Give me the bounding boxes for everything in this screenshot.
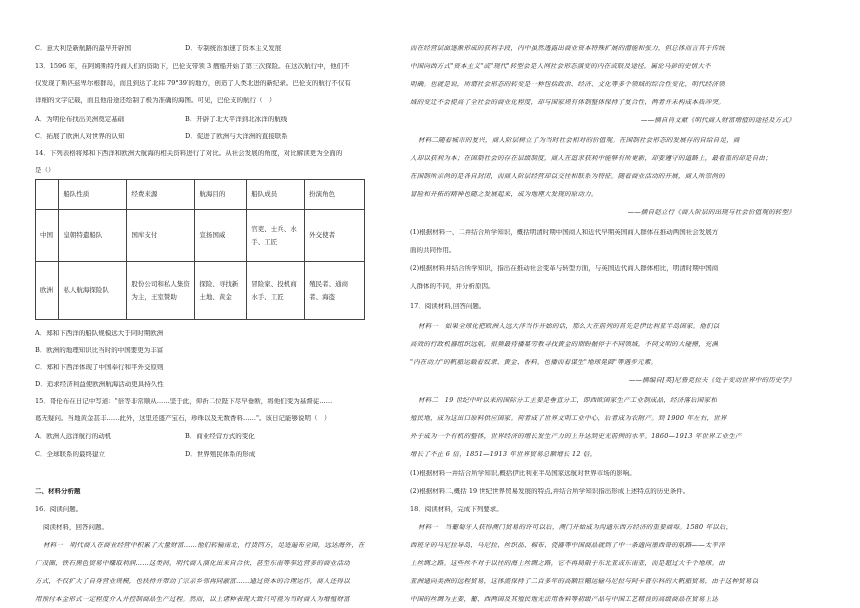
material-line: 在国制所亲尚的是各自封闭，而商人阶层经营却以交往和联系为特征。随着商业活动的开展，商人所崇尚的 [410,173,725,180]
q13-line-3: 详细的文字记载，而且他沿途还绘制了极为准确的海图。可见，巴伦支的航行（ ） [35,97,276,104]
comparison-table [35,179,365,320]
question-item: (2)根据材料并结合所学知识，指出在推动社会变革与转型方面，与英国近代商人群体相比，明清时期中国商 [410,265,719,272]
material-line: 材料二随着城市的复兴，商人阶层树立了为当时社会相对的价值观。在国制社会形态的发展存的自给自足，商 [418,137,740,144]
q12-option-d: D．专制统治加速了资本主义发展 [185,45,282,52]
q14-line-2: 是（） [35,167,55,174]
q14-option-a: A．郑和下西洋的船队规模远大于同时期欧洲 [35,330,164,337]
q17-item: (1)根据材料一并结合所学知识,概括伊比利亚半岛国家远航对世界市场的影响。 [410,470,636,477]
table-row [36,210,365,262]
table-cell: 宣扬国威 [195,210,247,262]
citation: ——摘自赵立行《商人阶层的出现与社会价值观的转型》 [627,209,795,216]
q18-material-line: 亚洲通向美洲的远程贸易，这体流保持了二百多年的高额巨幅运输马尼拉与阿卡普尔科的大帆船贸易，由于这种贸易以 [410,578,759,585]
material-line: 人却以获利为本；在国制社会的存在层级制度，商人在追求获利中能够有所更新，却要遵守的道路上，最看重的却是自由； [410,155,772,162]
q15-option-c: C．全球联系的最终建立 [35,451,105,458]
q13-option-d: D．促进了欧洲与大洋洲的直接联系 [185,133,288,140]
table-cell: 外交使者 [305,210,365,262]
q15-option-d: D．世界殖民体系的形成 [185,451,256,458]
table-header-row [36,180,365,210]
q16-material-line: 方式，不仅扩大了自身营业规模，也扶持并带动了宗亲乡邻再同蔽富……通过资本的合理运作，商人还得以 [35,578,350,585]
q16-title: 16．阅读问题。 [35,506,83,513]
q18-title: 18．阅读材料，完成下列要求。 [410,506,503,513]
q15-options-cd [35,451,255,458]
q18-material-line: 中国的丝绸为主要，葡、西两国及其殖民地无法用香料等初级产品与中国工艺精良的高级商品在贸易上达 [410,596,719,603]
material-line: 中国向西方式"资本主义"或"现代"转型会是人网社会形态演变的内在或联及途径，属论马彭的史情大不 [410,63,711,70]
q13-line-2: 仅发现了斯匹兹卑尔根群岛，而且到达了北纬 79°39′的地方，创造了人类北进的新纪录。巴伦支的航行不仅有 [35,80,351,87]
section-heading: 二、材料分析题 [35,488,81,495]
q17-item: (2)根据材料二,概括 19 世纪世界贸易发展的特点,并结合所学知识指出形成上述特点的历史条件。 [410,488,690,495]
q16-material-line: 材料一 明代商人在商业经营中积累了大量财富……他们转输南北，行货四方，足迹遍布全国，远达海外，在 [43,542,365,549]
q13-option-b: B．开辟了北大平洋到北冰洋的航线 [185,116,288,123]
citation: ——摘自肖文献《明代商人财富增值的途径及方式》 [640,117,795,124]
q15-option-a: A．欧洲人远洋航行的动机 [35,433,112,440]
material-line: 冒险和开拓的精神也随之发展起来，成为地理大发现的原动力。 [410,191,598,198]
citation: ——摘编自[英]尼鲁克拉夫《处于变动世界中的历史学》 [628,377,795,384]
q13-option-c: C．拓展了欧洲人对世界的认知 [35,133,125,140]
table-header-cell: 航海目的 [195,180,247,210]
q12-options-cd [35,45,281,52]
q14-option-c: C．郑和下西洋体现了中国奉行和平外交原则 [35,364,164,371]
q16-material-line: 用预付本金形式一定程度介入并控制商品生产过程。然而，以上诸种表现大致只可视为当时商人为增殖财富 [35,596,350,603]
q17-title: 17．阅读材料,回答问题。 [410,303,486,310]
q13-option-a: A．为明伦布找出美洲奠定基础 [35,116,125,123]
q17-material-line: "内在动力"的帆船运载着奴隶、黄金、香料，也播而着谋生"地球晃圆"等遇步元素。 [410,359,658,366]
q15-line-2: 葛无疑问。当地黄金甚丰……此外，这里还盛产宝石，珍珠以及无数香料……"。该日记能够说明（ ） [35,415,331,422]
material-line: 而在经营层面逐渐形成的获利手段，内中虽然透露出商业资本特殊扩展的潜能和张力，但总体而言其于传统 [410,45,725,52]
q18-material-line: 上丝绸之路。这些丝不对于以往的海上丝绸之路，它不再局限于东北亚或东南亚，而是超过大千个地球。由 [410,560,725,567]
q14-line-1: 14．下列表格将郑和下西洋和欧洲大航海的相关资料进行了对比。从社会发展的角度，对比解读更为全面的 [35,150,343,157]
q16-instruction: 阅读材料，回答问题。 [43,524,108,531]
q18-material-line: 西班牙的马尼拉导岛，马尼拉、丝织品、棉布、瓷器等中国商品就到了中一条通向墨西哥的航路——太平洋 [410,542,725,549]
question-item: 人群体的不同，并分析原因。 [410,283,495,290]
question-item: 面的共同作用。 [410,247,456,254]
table-cell: 欧洲 [36,262,59,320]
table-header-cell: 船队性质 [59,180,127,210]
table-row [36,262,365,320]
table-header-cell: 船队成员 [247,180,305,210]
table-cell: 冒险家、投机商水手、工匠 [247,262,305,320]
q13-line-1: 13．1596 年，在阿姆斯特丹商人们的资助下，巴伦支带领 3 艘船开始了第三次探险。在这次航行中，他们不 [35,63,350,70]
q14-option-d: D．追求经济利益使欧洲航海活动更具持久性 [35,381,164,388]
table-cell: 殖民者、通商者、海盗 [305,262,365,320]
q15-line-1: 15．哥伦布在日记中写道："倍等非常顺从……坚于此，仰祈二位陛下尽早垂断，将他们变为基督徒…… [35,398,333,405]
q17-material-line: 增长了不止 6 倍，1851—1913 年世界贸易总额增长 12 倍。 [410,451,597,458]
table-header-cell: 扮演角色 [305,180,365,210]
table-header-cell [36,180,59,210]
table-cell: 官吏、士兵、水手、工匠 [247,210,305,262]
q15-options-ab [35,433,255,440]
table-cell: 私人航海探险队 [59,262,127,320]
table-header-cell: 经费来源 [127,180,195,210]
table-cell: 探险、寻找新土地、黄金 [195,262,247,320]
q17-material-line: 材料一 如果全球化把欧洲人远大洋当作开始的话，那么大在前列的首先是伊比利亚半岛国家。他们以 [418,323,720,330]
q12-option-c: C．意大利是新航路的最早开辟国 [35,45,131,52]
q17-material-line: 高效的行政机器组织远航，很频最待播墓劳教寻找黄金的期盼据停于不同领域。不同文明的大碰撞，充满 [410,341,719,348]
q13-options-ab [35,116,287,123]
table-cell: 股份公司和私人集资为主，王室赞助 [127,262,195,320]
question-item: (1)根据材料一、二并结合所学知识，概括明清时期中国商人和近代早期英国商人群体在推动两国社会发展方 [410,229,719,236]
q17-material-line: 材料二 19 世纪中叶以来的国际分工主要是垂直分工，即西欧国家生产工业制成品，经济落后国家和 [418,397,718,404]
q13-options-cd [35,133,288,140]
q17-material-line: 殖民地，成为这出口原料供应国家。荷者成了世界文明工业中心，后者成为农附产。到 1900 年左右，世界 [410,415,727,422]
table-cell: 皇朝特遣船队 [59,210,127,262]
material-line: 域的变迁不会提高了全社会的商业化程度，却与国家规有体制整体保持了复合性，两者并未构成本质冲突。 [410,99,725,106]
q15-option-b: B．商业经营方式的变化 [185,433,255,440]
q14-option-b: B．欧洲的地理知识比当时的中国要更为丰富 [35,347,164,354]
q16-material-line: 广茂圈，铁石黑色贸易中赚取利润……这类间，明代商人演化出来自合伙、甚至东南等奉近营多的商业活动 [35,560,350,567]
material-line: 明确。也就是说，所谓社会形态的转变是一种包括政治、经济、文化等多个领域的综合性变化，明代经济领 [410,81,725,88]
q17-material-line: 外于成为一个有机的整体，世界经济的增长发生产力的上升达到史无前例的水平。1860—1913 年世界工业生产 [410,433,742,440]
q18-material-line: 材料一 当葡萄牙人获得澳门贸易的许可以后，澳门开始成为沟通东西方经济的重要商埠。1580 年以后， [418,524,733,531]
table-cell: 国库支付 [127,210,195,262]
table-cell: 中国 [36,210,59,262]
